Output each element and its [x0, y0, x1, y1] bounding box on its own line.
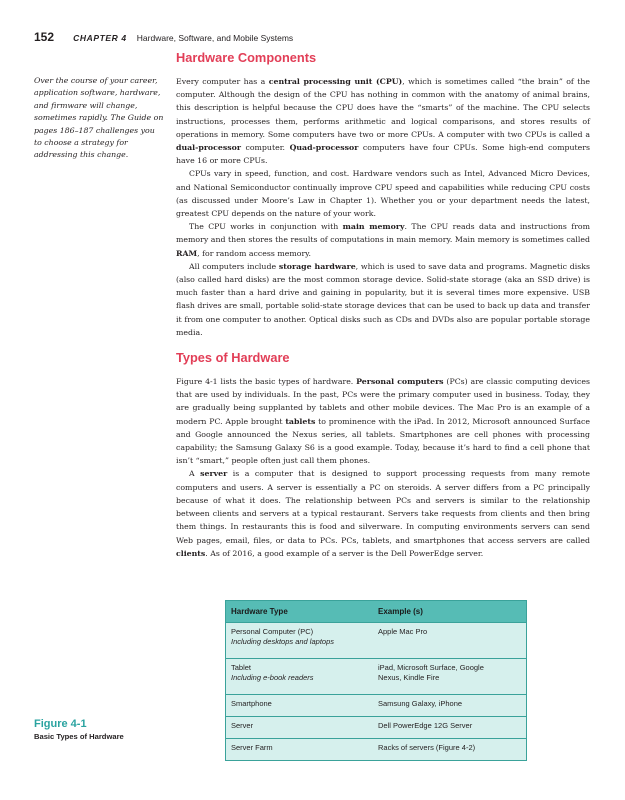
figure-title: Basic Types of Hardware	[34, 732, 124, 741]
table-row	[226, 622, 526, 658]
hardware-types-table	[225, 600, 527, 761]
column-header-examples: Example (s)	[378, 607, 423, 616]
section-heading-types-of-hardware: Types of Hardware	[176, 350, 290, 366]
row-type: Smartphone	[231, 699, 272, 708]
row-example: Dell PowerEdge 12G Server	[378, 721, 473, 730]
section-heading-hardware-components: Hardware Components	[176, 50, 317, 65]
chapter-title: Hardware, Software, and Mobile Systems	[136, 33, 294, 43]
table-row	[226, 716, 526, 738]
table-row	[226, 658, 526, 694]
row-example: Samsung Galaxy, iPhone	[378, 699, 463, 708]
paragraph-storage: All computers include storage hardware, which is used to save data and programs. Magnetic disks (also called hard disks) are the most common storage device. Solid-state storage (aka an SSD drive) is much faster than a hard drive and gaining in popularity, but it is several times more expensive. USB flash drives are small, portable solid-state storage devices that can be used to back up data and transfer it from one computer to another. Optical disks such as CDs and DVDs also are popular portable storage media.	[176, 261, 590, 337]
row-example: Racks of servers (Figure 4-2)	[378, 743, 476, 752]
paragraph-main-memory: The CPU works in conjunction with main memory. The CPU reads data and instructions from memory and then stores the results of computations in main memory. Main memory is sometimes called RAM, for random access memory.	[176, 222, 591, 258]
table-row	[226, 738, 526, 760]
row-example: iPad, Microsoft Surface, Google	[378, 663, 484, 672]
page-number: 152	[34, 30, 55, 44]
row-example-continued: Nexus, Kindle Fire	[378, 673, 440, 682]
chapter-label: CHAPTER 4	[73, 33, 127, 43]
figure-caption	[34, 717, 124, 743]
row-type: Personal Computer (PC)	[231, 627, 314, 636]
table-header	[226, 601, 526, 622]
main-column	[176, 50, 590, 560]
paragraph-cpu-vendors: CPUs vary in speed, function, and cost. Hardware vendors such as Intel, Advanced Micro Devices, and National Semiconductor continually improve CPU speed and capabilities while reducing CPU costs (as discussed under Moore’s Law in Chapter 1). Whether you or your department needs the latest, greatest CPU depends on the nature of your work.	[176, 169, 590, 219]
row-example: Apple Mac Pro	[378, 627, 428, 636]
row-subtype: Including e-book readers	[231, 673, 314, 682]
paragraph-cpu: Every computer has a central processing unit (CPU), which is sometimes called “the brain” of the computer. Although the design of the CPU has nothing in common with the anatomy of animal brains, this description is helpful because the CPU does have the “smarts” of the machine. The CPU selects instructions, processes them, performs arithmetic and logical comparisons, and stores results of operations in memory. Some computers have two or more CPUs. A computer with two CPUs is called a dual-processor computer. Quad-processor computers have four CPUs. Some high-end computers have 16 or more CPUs.	[176, 77, 590, 166]
margin-note: Over the course of your career, application software, hardware, and firmware will change, sometimes rapidly. The Guide on pages 186–187 challenges you to choose a strategy for addressing this change.	[34, 76, 164, 160]
row-subtype: Including desktops and laptops	[231, 637, 334, 646]
row-type: Tablet	[231, 663, 252, 672]
running-header	[34, 26, 293, 45]
row-type: Server	[231, 721, 254, 730]
paragraph-personal-computers: Figure 4-1 lists the basic types of hardware. Personal computers (PCs) are classic computing devices that are used by individuals. In the past, PCs were the primary computer used in business. Today, they are gradually being supplanted by tablets and other mobile devices. The Mac Pro is an example of a modern PC. Apple brought tablets to prominence with the iPad. In 2012, Microsoft announced Surface and Google announced the Nexus series, all tablets. Smartphones are cell phones with processing capability; the Samsung Galaxy S6 is a good example. Today, because it’s hard to find a cell phone that isn’t “smart,” people often just call them phones.	[176, 377, 590, 466]
row-type: Server Farm	[231, 743, 273, 752]
table-row	[226, 694, 526, 716]
column-header-type: Hardware Type	[231, 607, 288, 616]
figure-label: Figure 4-1	[34, 718, 87, 730]
paragraph-servers: A server is a computer that is designed to support processing requests from many remote computers and users. A server is essentially a PC on steroids. A server differs from a PC principally because of what it does. The relationship between PCs and servers is similar to the relationship between clients and servers at a typical restaurant. Servers take requests from clients and then bring them things. In restaurants this is food and silverware. In computing environments servers can send Web pages, email, files, or data to PCs. PCs, tablets, and smartphones that access servers are called clients. As of 2016, a good example of a server is the Dell PowerEdge server.	[176, 469, 590, 558]
